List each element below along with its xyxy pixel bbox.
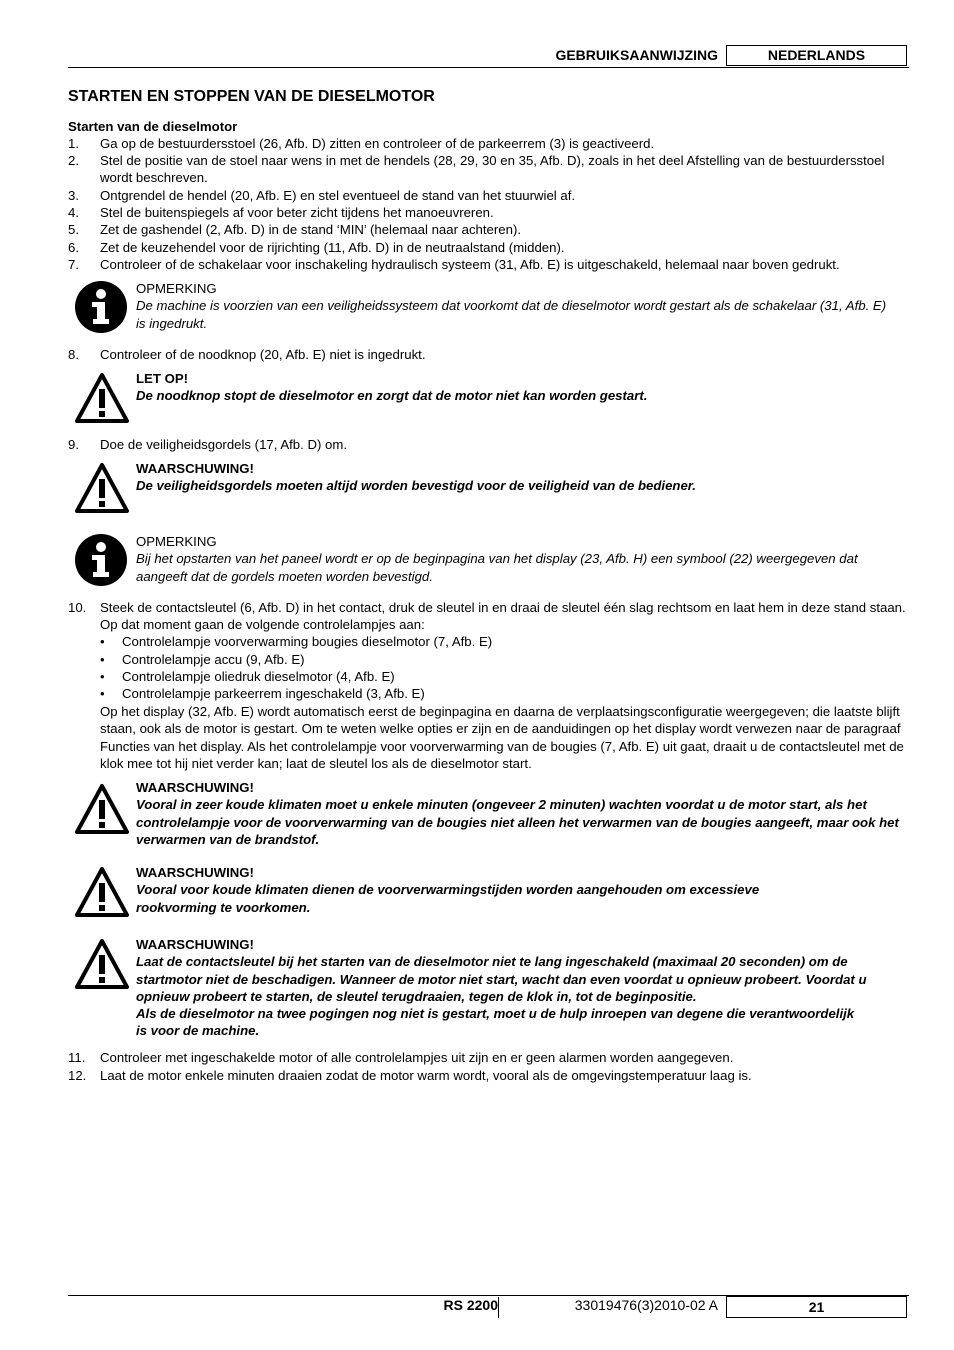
page-number: 21 [726, 1296, 907, 1318]
list-item: 4. Stel de buitenspiegels af voor beter zicht tijdens het manoeuvreren. [68, 205, 494, 220]
note-text: De machine is voorzien van een veiligheidssysteem dat voorkomt dat de dieselmotor wordt gestart als de schakelaar (31, Afb. E) is ingedrukt. [136, 298, 887, 331]
list-item: 6. Zet de keuzehendel voor de rijrichting (11, Afb. D) in de neutraalstand (midden). [68, 240, 565, 255]
subsection-title: Starten van de dieselmotor [68, 119, 238, 134]
caution-label: LET OP! [136, 371, 189, 386]
warning-text: Laat de contactsleutel bij het starten van de dieselmotor niet te lang ingeschakeld (maximaal 20 seconden) om de startmotor niet de beschadigen. Wanneer de motor niet start, wacht dan even voordat u opnieuw probeert. Voordat u opnieuw probeert te starten, de sleutel terugdraaien, tegen de klok in, tot de beginpositie. [136, 954, 867, 1004]
warning-block [68, 460, 910, 495]
note-label: OPMERKING [136, 534, 217, 549]
note-block [68, 280, 910, 332]
paragraph: Op het display (32, Afb. E) wordt automatisch eerst de beginpagina en daarna de verplaatsingsconfiguratie weergegeven; die laatste blijft staan, ook als de motor is gestart. Om te weten welke opties er zijn en de aanduidingen op het display wordt verwezen naar de paragraaf Functies van het display. Als het controlelampje voor voorverwarming van de bougies (7, Afb. E) uit gaat, draait u de contactsleutel met de klok mee tot hij niet verder kan; laat de sleutel los als de dieselmotor start. [100, 704, 904, 771]
list-item: 8. Controleer of de noodknop (20, Afb. E) niet is ingedrukt. [68, 347, 426, 362]
warning-triangle-icon [74, 938, 130, 994]
section-title: STARTEN EN STOPPEN VAN DE DIESELMOTOR [68, 88, 435, 105]
footer-separator [498, 1297, 499, 1318]
info-icon [74, 280, 128, 338]
warning-triangle-icon [74, 372, 130, 428]
list-item: 2. Stel de positie van de stoel naar wens in met de hendels (28, 29, 30 en 35, Afb. D), zoals in het deel Afstelling van de bestuurdersstoel wordt beschreven. [68, 153, 885, 186]
list-item: 7. Controleer of de schakelaar voor inschakeling hydraulisch systeem (31, Afb. E) is uitgeschakeld, helemaal naar boven gedrukt. [68, 257, 840, 272]
document-number: 33019476(3)2010-02 A [574, 1297, 718, 1313]
warning-triangle-icon [74, 462, 130, 518]
bullet-item: • Controlelampje oliedruk dieselmotor (4, Afb. E) [100, 669, 395, 684]
list-item: 12. Laat de motor enkele minuten draaien zodat de motor warm wordt, vooral als de omgevingstemperatuur laag is. [68, 1068, 752, 1083]
note-label: OPMERKING [136, 281, 217, 296]
note-text: Bij het opstarten van het paneel wordt er op de beginpagina van het display (23, Afb. H) een symbool (22) weergegeven dat aangeeft dat de gordels moeten worden bevestigd. [136, 551, 858, 584]
list-item: 3. Ontgrendel de hendel (20, Afb. E) en stel eventueel de stand van het stuurwiel af. [68, 188, 576, 203]
header-divider [68, 67, 909, 68]
caution-text: De noodknop stopt de dieselmotor en zorgt dat de motor niet kan worden gestart. [136, 388, 648, 404]
warning-triangle-icon [74, 783, 130, 839]
warning-block [68, 936, 910, 1040]
warning-text: De veiligheidsgordels moeten altijd worden bevestigd voor de veiligheid van de bediener. [136, 478, 696, 494]
warning-label: WAARSCHUWING! [136, 461, 254, 476]
note-block [68, 533, 910, 585]
warning-label: WAARSCHUWING! [136, 865, 254, 880]
warning-label: WAARSCHUWING! [136, 937, 254, 952]
warning-block [68, 864, 910, 916]
bullet-item: • Controlelampje parkeerrem ingeschakeld (3, Afb. E) [100, 686, 425, 701]
bullet-item: • Controlelampje voorverwarming bougies dieselmotor (7, Afb. E) [100, 634, 493, 649]
list-item: 9. Doe de veiligheidsgordels (17, Afb. D) om. [68, 437, 348, 452]
info-icon [74, 533, 128, 591]
list-item: 11. Controleer met ingeschakelde motor of alle controlelampjes uit zijn en er geen alarmen worden aangegeven. [68, 1050, 734, 1065]
manual-title: GEBRUIKSAANWIJZING [555, 47, 718, 63]
warning-text: Vooral in zeer koude klimaten moet u enkele minuten (ongeveer 2 minuten) wachten voordat u de motor start, als het controlelampje voor de voorverwarming van de bougies niet alleen het verwarmen van de bougies aangeeft, maar ook het verwarmen van de brandstof. [136, 797, 899, 847]
warning-block [68, 779, 910, 848]
caution-block [68, 370, 910, 405]
warning-text: Vooral voor koude klimaten dienen de voorverwarmingstijden worden aangehouden om excessieve rookvorming te voorkomen. [136, 882, 760, 915]
model-name: RS 2200 [443, 1297, 498, 1313]
list-item: 1. Ga op de bestuurdersstoel (26, Afb. D) zitten en controleer of de parkeerrem (3) is geactiveerd. [68, 136, 655, 151]
bullet-item: • Controlelampje accu (9, Afb. E) [100, 652, 305, 667]
warning-label: WAARSCHUWING! [136, 780, 254, 795]
warning-text: Als de dieselmotor na twee pogingen nog niet is gestart, moet u de hulp inroepen van degene die verantwoordelijk is voor de machine. [136, 1006, 855, 1039]
warning-triangle-icon [74, 866, 130, 922]
language-label: NEDERLANDS [726, 45, 907, 66]
list-item: 10. Steek de contactsleutel (6, Afb. D) in het contact, druk de sleutel in en draai de sleutel één slag rechtsom en laat hem in deze stand staan. Op dat moment gaan de volgende controlelampjes aan: [68, 600, 906, 633]
list-item: 5. Zet de gashendel (2, Afb. D) in de stand ‘MIN’ (helemaal naar achteren). [68, 222, 522, 237]
